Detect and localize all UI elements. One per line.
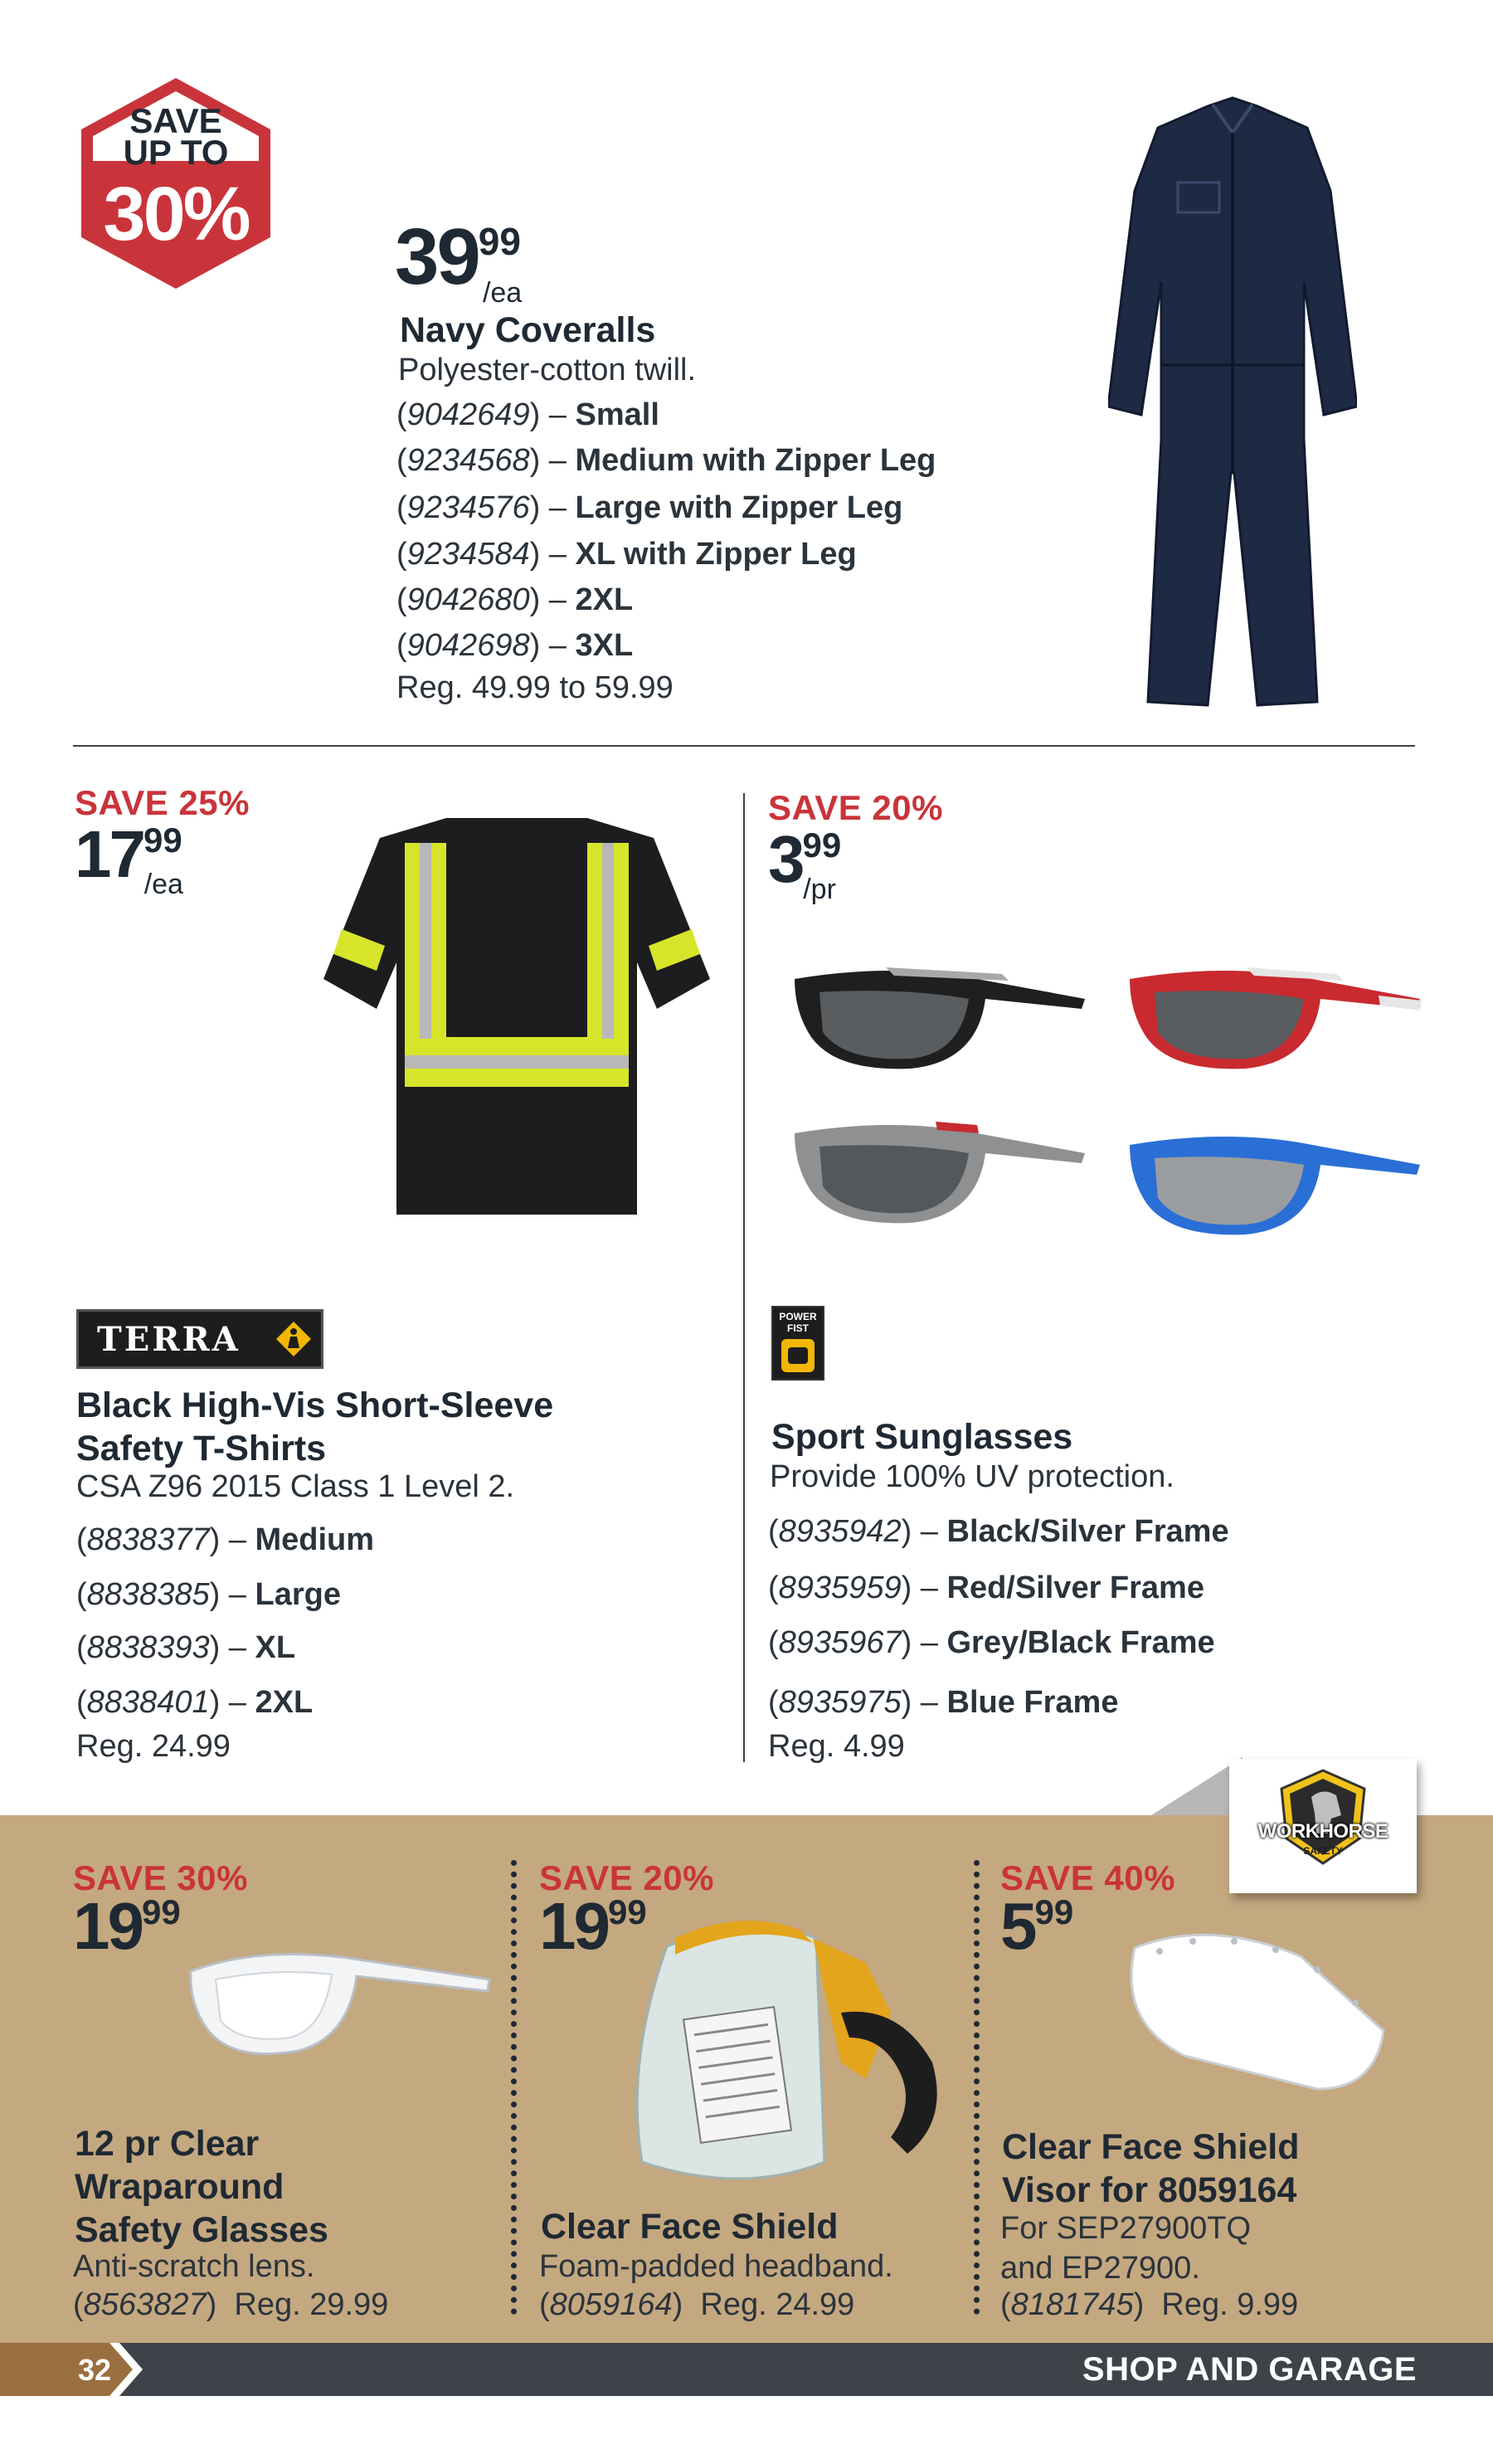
option-row: (8935975) – Blue Frame: [768, 1685, 1119, 1720]
item-reg-price: Reg. 9.99: [1161, 2287, 1299, 2322]
option-label: Blue Frame: [946, 1685, 1119, 1720]
badge-upto-text: UP TO: [123, 133, 229, 172]
price-whole: 3: [768, 822, 803, 896]
faceshield-sku-reg: (8059164) Reg. 24.99: [539, 2287, 855, 2322]
glasses-title-line3: Safety Glasses: [75, 2210, 328, 2250]
face-shield-image: [617, 1913, 956, 2200]
tshirt-title-line2: Safety T-Shirts: [76, 1429, 327, 1468]
fist-icon: [780, 1337, 816, 1374]
option-sku: 8935967: [778, 1625, 902, 1660]
option-row: (9234568) – Medium with Zipper Leg: [396, 443, 936, 478]
option-sku: 8935942: [778, 1514, 902, 1549]
option-sku: 9042649: [406, 397, 530, 432]
option-label: Medium with Zipper Leg: [575, 443, 936, 478]
visor-title-line2: Visor for 8059164: [1002, 2170, 1297, 2210]
option-sku: 9234584: [406, 537, 530, 572]
sunglasses-black-silver-image: [786, 962, 1093, 1079]
badge-save-text: SAVE: [129, 101, 222, 140]
sunglasses-description: Provide 100% UV protection.: [770, 1459, 1174, 1494]
power-fist-logo: [771, 1306, 824, 1381]
option-row: (8935959) – Red/Silver Frame: [768, 1570, 1204, 1605]
faceshield-description: Foam-padded headband.: [539, 2249, 893, 2284]
visor-image: [1110, 1923, 1392, 2097]
tshirt-title: [76, 1384, 553, 1470]
glasses-title: [75, 2122, 328, 2252]
column-divider: [743, 793, 745, 1762]
terra-logo: [76, 1309, 323, 1369]
section-divider: [73, 745, 1415, 747]
page-number-tab: [0, 2343, 146, 2396]
price-cents: 99: [141, 1892, 181, 1931]
visor-title: [1002, 2126, 1300, 2212]
coveralls-options: [396, 395, 936, 671]
workhorse-sub: SAFETY: [1303, 1845, 1343, 1857]
clear-glasses-image: [182, 1946, 498, 2071]
option-label: Large with Zipper Leg: [575, 490, 903, 525]
tshirt-reg-price: Reg. 24.99: [76, 1729, 231, 1764]
tshirt-price: [75, 817, 183, 900]
power-fist-line2: FIST: [787, 1322, 809, 1334]
option-label: Red/Silver Frame: [946, 1570, 1204, 1605]
workhorse-logo-card: [1229, 1759, 1417, 1893]
option-sku: 9042698: [406, 628, 530, 663]
faceshield-title: Clear Face Shield: [541, 2207, 839, 2247]
option-row: (8935967) – Grey/Black Frame: [768, 1625, 1215, 1660]
option-sku: 8838401: [86, 1685, 210, 1720]
price-cents: 99: [1034, 1892, 1074, 1931]
visor-description-line2: and EP27900.: [1000, 2251, 1200, 2286]
dotted-divider: [511, 1860, 517, 2315]
option-row: (8838393) – XL: [76, 1630, 296, 1665]
option-label: Medium: [255, 1522, 375, 1557]
option-label: 2XL: [575, 582, 634, 617]
option-label: Black/Silver Frame: [946, 1514, 1229, 1549]
price-cents: 99: [478, 220, 521, 263]
section-name: SHOP AND GARAGE: [1082, 2351, 1417, 2388]
power-fist-line1: POWER: [779, 1311, 817, 1322]
price-whole: 5: [1000, 1889, 1035, 1963]
option-sku: 8935975: [778, 1685, 902, 1720]
coveralls-reg-price: Reg. 49.99 to 59.99: [396, 670, 674, 705]
option-sku: 9042680: [406, 582, 530, 617]
sunglasses-price: [768, 822, 842, 905]
option-label: Grey/Black Frame: [946, 1625, 1215, 1660]
option-label: XL: [255, 1630, 296, 1665]
price-whole: 39: [395, 212, 479, 301]
tshirt-options: [76, 1520, 374, 1727]
sunglasses-save-label: SAVE 20%: [768, 788, 943, 827]
badge-percent: 30%: [103, 172, 249, 256]
option-row: (9234584) – XL with Zipper Leg: [396, 537, 857, 572]
coveralls-price: [395, 212, 523, 309]
price-whole: 19: [73, 1889, 142, 1963]
option-sku: 9234568: [406, 443, 530, 478]
tshirt-description: CSA Z96 2015 Class 1 Level 2.: [76, 1469, 515, 1504]
visor-price: [1000, 1889, 1074, 1963]
option-label: Small: [575, 397, 659, 432]
option-sku: 9234576: [406, 490, 530, 525]
coveralls-title: Navy Coveralls: [400, 310, 656, 350]
glasses-sku-reg: (8563827) Reg. 29.99: [73, 2287, 389, 2322]
price-whole: 19: [539, 1889, 608, 1963]
visor-title-line1: Clear Face Shield: [1002, 2127, 1300, 2167]
terra-brand-text: TERRA: [97, 1320, 241, 1359]
price-unit: /ea: [482, 277, 523, 309]
visor-description-line1: For SEP27900TQ: [1000, 2211, 1252, 2246]
item-reg-price: Reg. 24.99: [700, 2287, 855, 2322]
glasses-description: Anti-scratch lens.: [73, 2249, 315, 2284]
sunglasses-reg-price: Reg. 4.99: [768, 1729, 905, 1764]
option-label: Large: [255, 1577, 341, 1612]
visor-save-label: SAVE 40%: [1000, 1858, 1175, 1897]
coveralls-image: [1108, 91, 1357, 710]
workhorse-name: WORKHORSE: [1257, 1820, 1388, 1843]
option-row: (8838401) – 2XL: [76, 1685, 314, 1720]
item-sku: 8059164: [549, 2287, 673, 2322]
glasses-save-label: SAVE 30%: [73, 1858, 248, 1897]
glasses-title-line2: Wraparound: [75, 2167, 284, 2207]
option-row: (8935942) – Black/Silver Frame: [768, 1514, 1229, 1549]
item-sku: 8563827: [83, 2287, 207, 2322]
visor-sku-reg: (8181745) Reg. 9.99: [1000, 2287, 1299, 2322]
dotted-divider: [974, 1860, 980, 2315]
sunglasses-blue-image: [1121, 1128, 1428, 1244]
faceshield-save-label: SAVE 20%: [539, 1858, 714, 1897]
option-sku: 8838377: [86, 1522, 210, 1557]
item-sku: 8181745: [1010, 2287, 1134, 2322]
tshirt-image: [322, 813, 712, 1220]
visor-description: [1000, 2208, 1251, 2288]
price-cents: 99: [607, 1892, 647, 1931]
price-unit: /pr: [803, 874, 836, 905]
worker-sign-icon: [275, 1320, 313, 1358]
sunglasses-grey-black-image: [786, 1117, 1093, 1233]
page-number: 32: [78, 2353, 112, 2387]
tshirt-title-line1: Black High-Vis Short-Sleeve: [76, 1385, 554, 1425]
save-badge: [76, 75, 275, 292]
sunglasses-options: [768, 1512, 1229, 1727]
coveralls-description: Polyester-cotton twill.: [398, 353, 697, 387]
option-label: XL with Zipper Leg: [575, 537, 857, 572]
option-sku: 8935959: [778, 1570, 902, 1605]
option-sku: 8838385: [86, 1577, 210, 1612]
sunglasses-red-silver-image: [1121, 962, 1428, 1079]
option-label: 3XL: [575, 628, 634, 663]
price-unit: /ea: [143, 869, 183, 900]
option-row: (8838385) – Large: [76, 1577, 341, 1612]
sunglasses-title: Sport Sunglasses: [771, 1417, 1073, 1457]
option-sku: 8838393: [86, 1630, 210, 1665]
option-row: (9234576) – Large with Zipper Leg: [396, 490, 903, 525]
glasses-title-line1: 12 pr Clear: [75, 2124, 260, 2164]
option-row: (9042649) – Small: [396, 397, 659, 432]
option-label: 2XL: [255, 1685, 314, 1720]
option-row: (9042680) – 2XL: [396, 582, 634, 617]
tshirt-save-label: SAVE 25%: [75, 783, 250, 822]
option-row: (9042698) – 3XL: [396, 628, 634, 663]
item-reg-price: Reg. 29.99: [234, 2287, 389, 2322]
price-cents: 99: [143, 821, 182, 859]
price-cents: 99: [802, 825, 842, 864]
glasses-price: [73, 1889, 181, 1963]
price-whole: 17: [75, 817, 143, 891]
option-row: (8838377) – Medium: [76, 1522, 375, 1557]
